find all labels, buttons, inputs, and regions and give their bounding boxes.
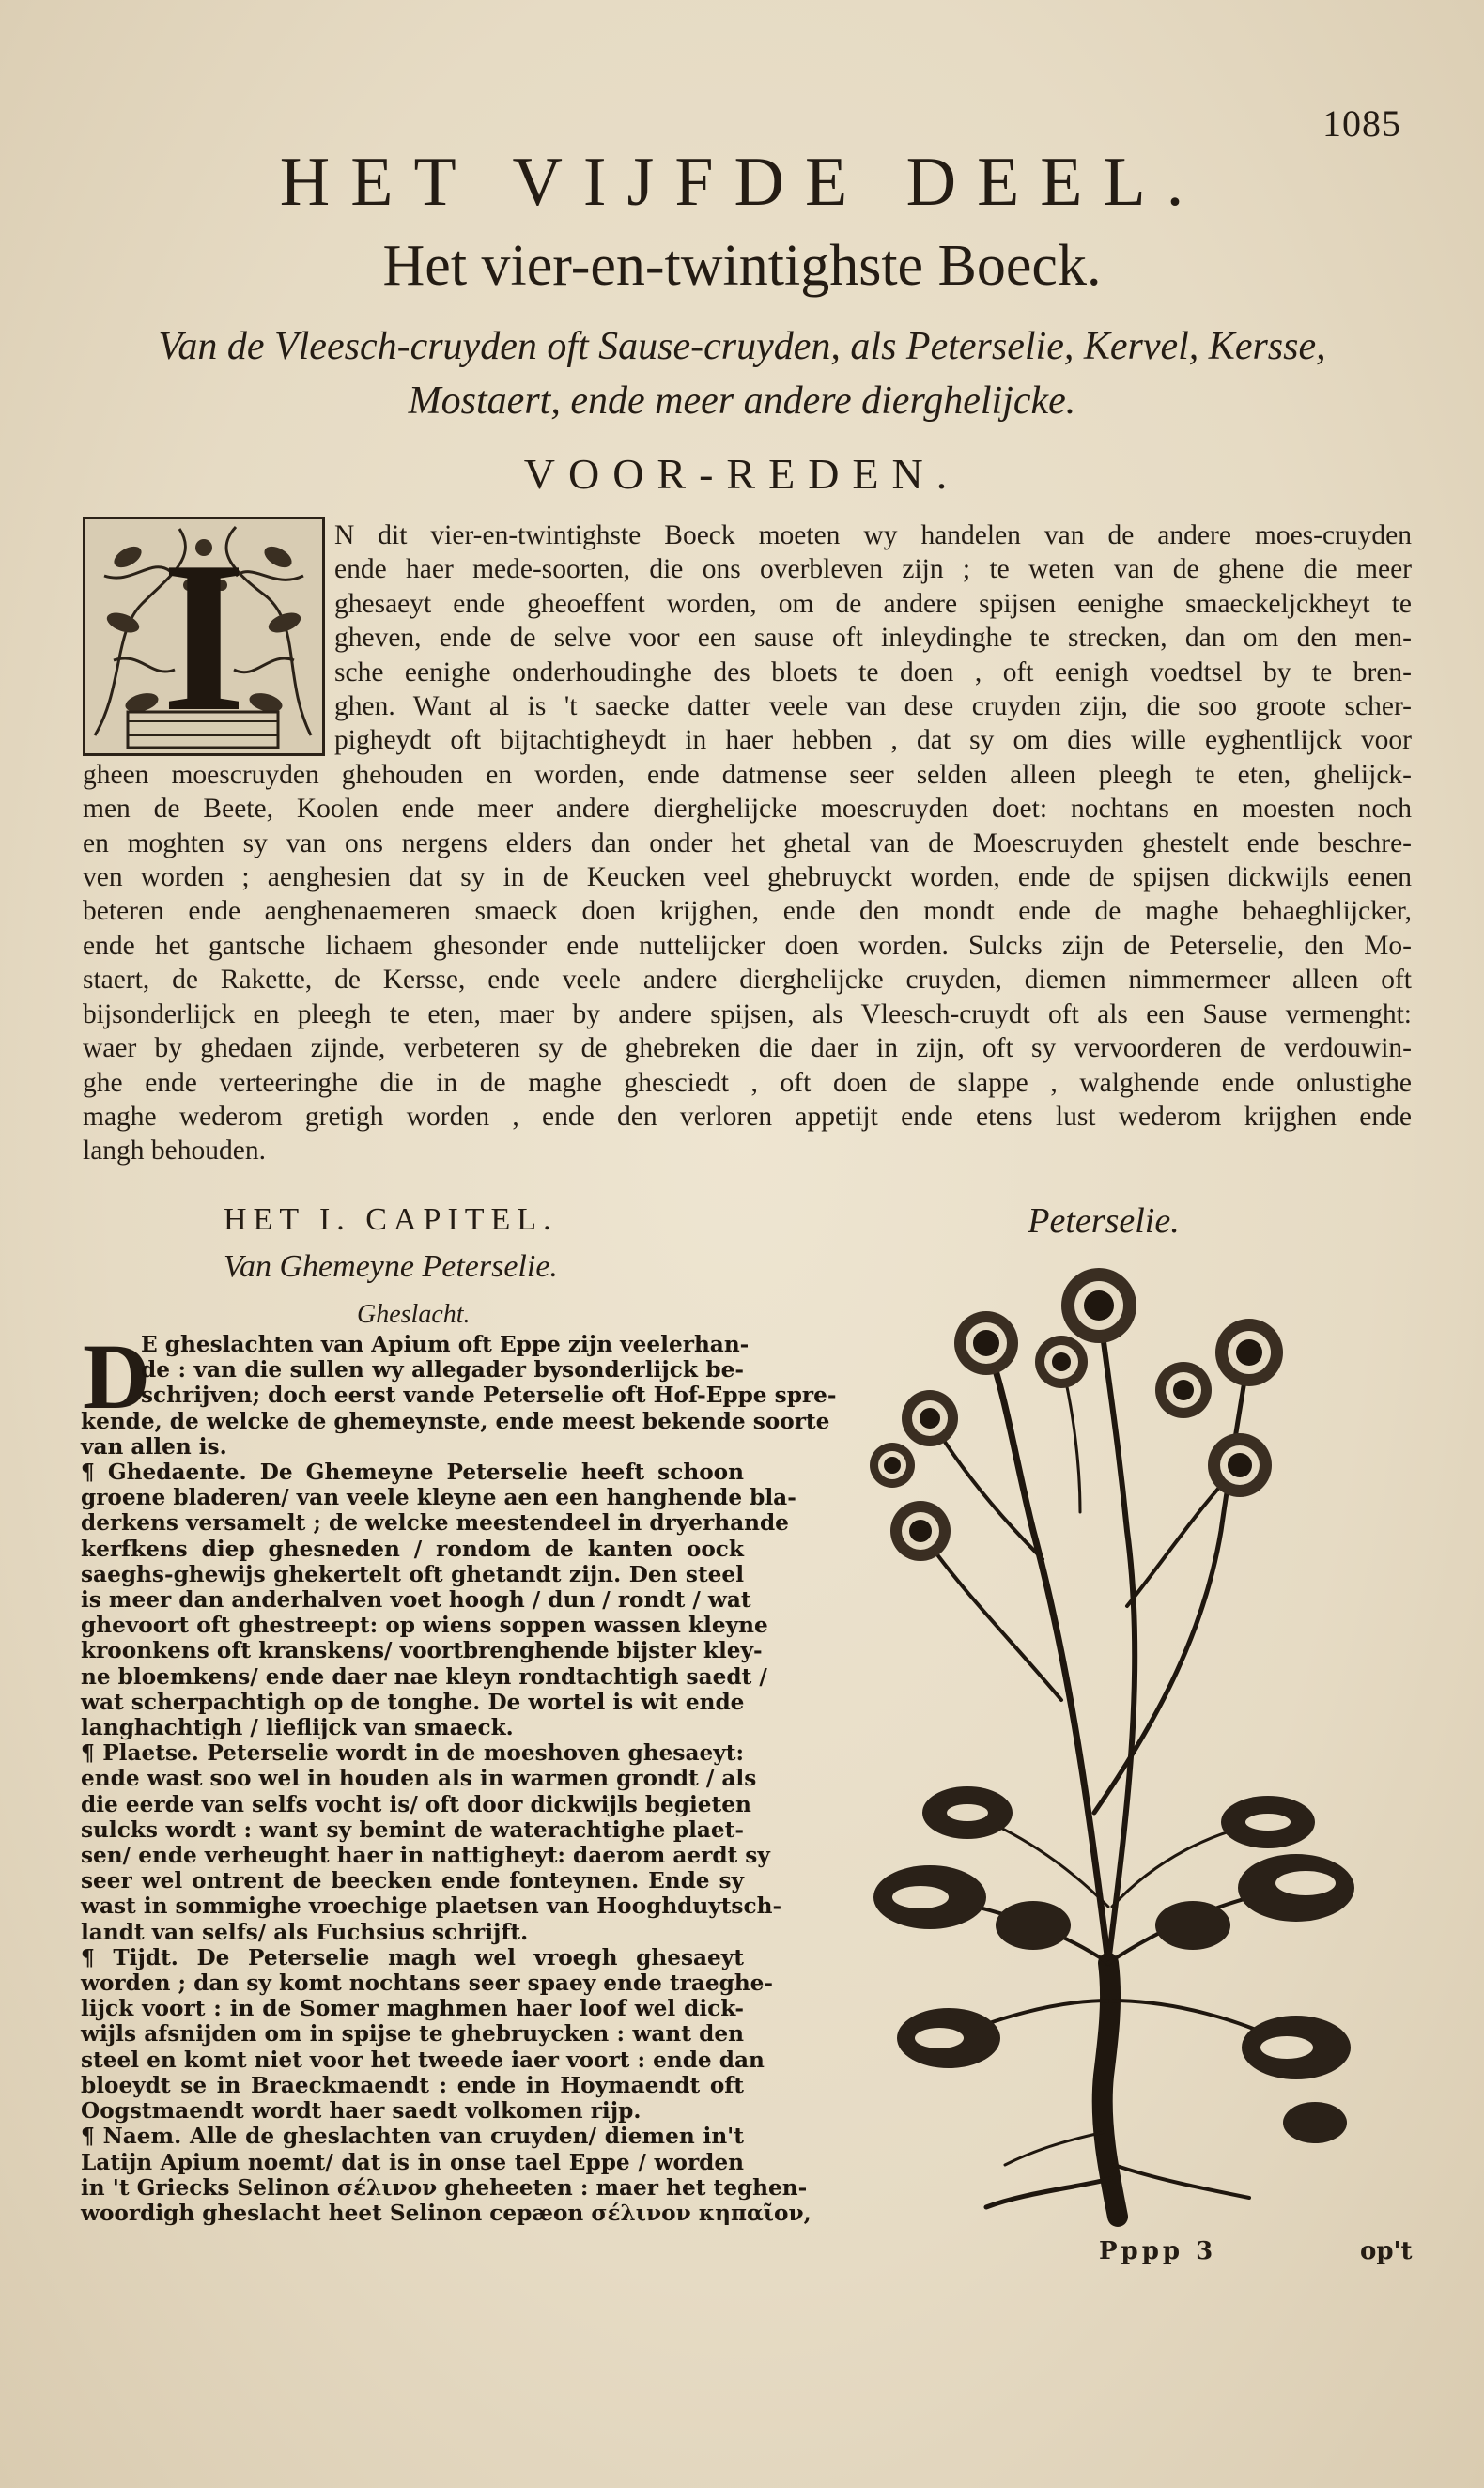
text-line: ¶ Plaetse. Peterselie wordt in de moeshoven ghesaeyt:	[81, 1740, 744, 1767]
parsley-woodcut-icon	[845, 1249, 1371, 2217]
text-line: maghe wederom gretigh worden , ende den verloren appetijt ende etens lust wederom krijghen ende	[83, 1101, 1412, 1132]
text-line: ne bloemkens/ ende daer nae kleyn rondtachtigh saedt /	[81, 1663, 767, 1690]
text-line: ghevoort oft ghestreept: op wiens soppen wassen kleyne	[81, 1613, 768, 1639]
foreword-text	[83, 518, 1412, 1168]
text-line: bijsonderlijck en pleegh te eten, maer by andere spijsen, als Vleesch-cruydt oft als een Sause vermenght:	[83, 998, 1412, 1029]
text-line: ende haer mede-soorten, die ons overbleven zijn ; te weten van de ghene die meer	[334, 554, 1412, 585]
text-line: sen/ ende verheught haer in nattigheyt: daerom aerdt sy	[81, 1843, 770, 1869]
text-line: N dit vier-en-twintighste Boeck moeten wy handelen van de andere moes-cruyden	[334, 520, 1412, 550]
body-initial-letter: D	[83, 1324, 151, 1429]
text-line: schrijven; doch eerst vande Peterselie oft Hof-Eppe spre-	[141, 1383, 837, 1409]
text-line: wast in sommighe vroechige plaetsen van Hooghduytsch-	[81, 1893, 782, 1920]
text-line: wijls afsnijden om in spijse te ghebruycken : want den	[81, 2021, 744, 2048]
signature-mark: Pppp 3	[1099, 2237, 1217, 2265]
page-number: 1085	[1322, 102, 1401, 145]
text-line: pigheydt oft bijtachtigheydt in haer hebben , dat sy om dies wille eyghentlijck voor	[334, 725, 1412, 756]
text-line: wat scherpachtigh op de tonghe. De wortel is wit ende	[81, 1689, 745, 1715]
text-line: bloeydt se in Braeckmaendt : ende in Hoymaendt oft	[81, 2072, 744, 2098]
text-line: die eerde van selfs vocht is/ oft door dickwijls begieten	[81, 1791, 751, 1817]
text-line: seer wel ontrent de beecken ende fonteynen. Ende sy	[81, 1868, 744, 1894]
text-line: ¶ Tijdt. De Peterselie magh wel vroegh ghesaeyt	[81, 1944, 744, 1970]
drop-cap-letter: I	[162, 517, 246, 756]
text-line: en moghten sy van ons nergens elders dan onder het ghetal van de Moescruyden ghestelt ende beschre-	[83, 827, 1412, 858]
text-line: is meer dan anderhalven voet hoogh / dun / rondt / wat	[81, 1587, 751, 1614]
text-line: kroonkens oft kranskens/ voortbrenghende bijster kley-	[81, 1638, 763, 1664]
text-line: woordigh gheslacht heet Selinon cepæon σέλινον κηπαῖον,	[81, 2200, 812, 2226]
text-line: sche eenighe onderhoudinghe des bloets te doen , oft eenigh voedtsel by te bren-	[334, 657, 1412, 688]
text-line: worden ; dan sy komt nochtans seer spaey ende traeghe-	[81, 1970, 774, 1997]
text-line: ven worden ; aenghesien dat sy in de Keucken veel ghebruyckt worden, ende de spijsen dickwijls eenen	[83, 862, 1412, 893]
text-line: gheen moescruyden ghehouden en worden, ende datmense seer selden alleen pleegh te eten, ghelijck-	[83, 759, 1412, 790]
book-title: Het vier-en-twintighste Boeck.	[382, 234, 1102, 298]
text-line: ghesaeyt ende gheoeffent worden, om de andere spijsen eenighe smaeckeljckheyt te	[334, 588, 1412, 619]
text-line: ghe ende verteeringhe die in de maghe ghesciedt , oft doen de slappe , walghende ende onlustighe	[83, 1067, 1412, 1098]
text-line: kende, de welcke de ghemeynste, ende meest bekende soorte	[81, 1408, 830, 1434]
text-line: gheven, ende de selve voor een sause oft inleydinghe te strecken, dan om den men-	[334, 623, 1412, 654]
text-line: ende wast soo wel in houden als in warmen grondt / als	[81, 1766, 757, 1792]
plant-caption: Peterselie.	[1028, 1201, 1180, 1241]
subtitle-line: Van de Vleesch-cruyden oft Sause-cruyden, als Peterselie, Kervel, Kersse,	[158, 325, 1326, 368]
chapter-body-text	[81, 1324, 837, 2226]
text-line: steel en komt niet voor het tweede iaer voort : ende dan	[81, 2047, 765, 2073]
text-line: groene bladeren/ van veele kleyne aen een hanghende bla-	[81, 1485, 796, 1511]
text-line: kerfkens diep ghesneden / rondom de kanten oock	[81, 1536, 744, 1562]
text-line: de : van die sullen wy allegader bysonderlijck be-	[141, 1357, 744, 1383]
text-line: staert, de Rakette, de Kersse, ende veele andere dierghelijcke cruyden, diemen nimmermeer alleen oft	[83, 965, 1412, 996]
text-line: derkens versamelt ; de welcke meestendeel in dryerhande	[81, 1510, 789, 1537]
chapter-subtitle: Van Ghemeyne Peterselie.	[224, 1249, 558, 1284]
text-line: Oogstmaendt wordt haer saedt volkomen rijp.	[81, 2098, 642, 2125]
text-line: in 't Griecks Selinon σέλινον gheheeten : maer het teghen-	[81, 2174, 808, 2201]
text-line: Latijn Apium noemt/ dat is in onse tael Eppe / worden	[81, 2149, 744, 2175]
part-title: HET VIJFDE DEEL.	[279, 144, 1205, 221]
text-line: van allen is.	[81, 1433, 227, 1460]
text-line: E gheslachten van Apium oft Eppe zijn veelerhan-	[141, 1332, 750, 1357]
catchword: op't	[1360, 2237, 1413, 2265]
book-subtitle	[94, 319, 1390, 428]
text-line: beteren ende aenghenaemeren smaeck doen krijghen, ende den mondt ende de maghe behaeghlijcker,	[83, 896, 1412, 927]
text-line: waer by ghedaen zijnde, verbeteren sy de ghebreken die daer in zijn, oft sy vervoorderen de verdouwin-	[83, 1033, 1412, 1064]
text-line: saeghs-ghewijs ghekertelt oft ghetandt zijn. Den steel	[81, 1561, 744, 1587]
text-line: sulcks wordt : want sy bemint de waterachtighe plaet-	[81, 1816, 744, 1843]
text-line: langhachtigh / lieflijck van smaeck.	[81, 1715, 514, 1741]
text-line: ¶ Naem. Alle de gheslachten van cruyden/ diemen in't	[81, 2124, 744, 2150]
text-line: ¶ Ghedaente. De Ghemeyne Peterselie heeft schoon	[81, 1460, 744, 1486]
text-line: lijck voort : in de Somer maghmen haer loof wel dick-	[81, 1996, 744, 2022]
chapter-heading: HET I. CAPITEL.	[224, 1202, 558, 1237]
foreword-heading: VOOR-REDEN.	[523, 450, 961, 498]
text-line: men de Beete, Koolen ende meer andere dierghelijcke moescruyden doet: nochtans en moesten noch	[83, 794, 1412, 825]
subtitle-line: Mostaert, ende meer andere dierghelijcke.	[408, 379, 1076, 423]
text-line: langh behouden.	[83, 1136, 266, 1167]
text-line: ghen. Want al is 't saecke datter veele van dese cruyden zijn, die soo groote scher-	[334, 691, 1412, 722]
text-line: landt van selfs/ als Fuchsius schrijft.	[81, 1919, 529, 1945]
text-line: ende het gantsche lichaem ghesonder ende nuttelijcker doen worden. Sulcks zijn de Peterselie, den Mo-	[83, 930, 1412, 961]
section-label: Gheslacht.	[357, 1300, 471, 1329]
